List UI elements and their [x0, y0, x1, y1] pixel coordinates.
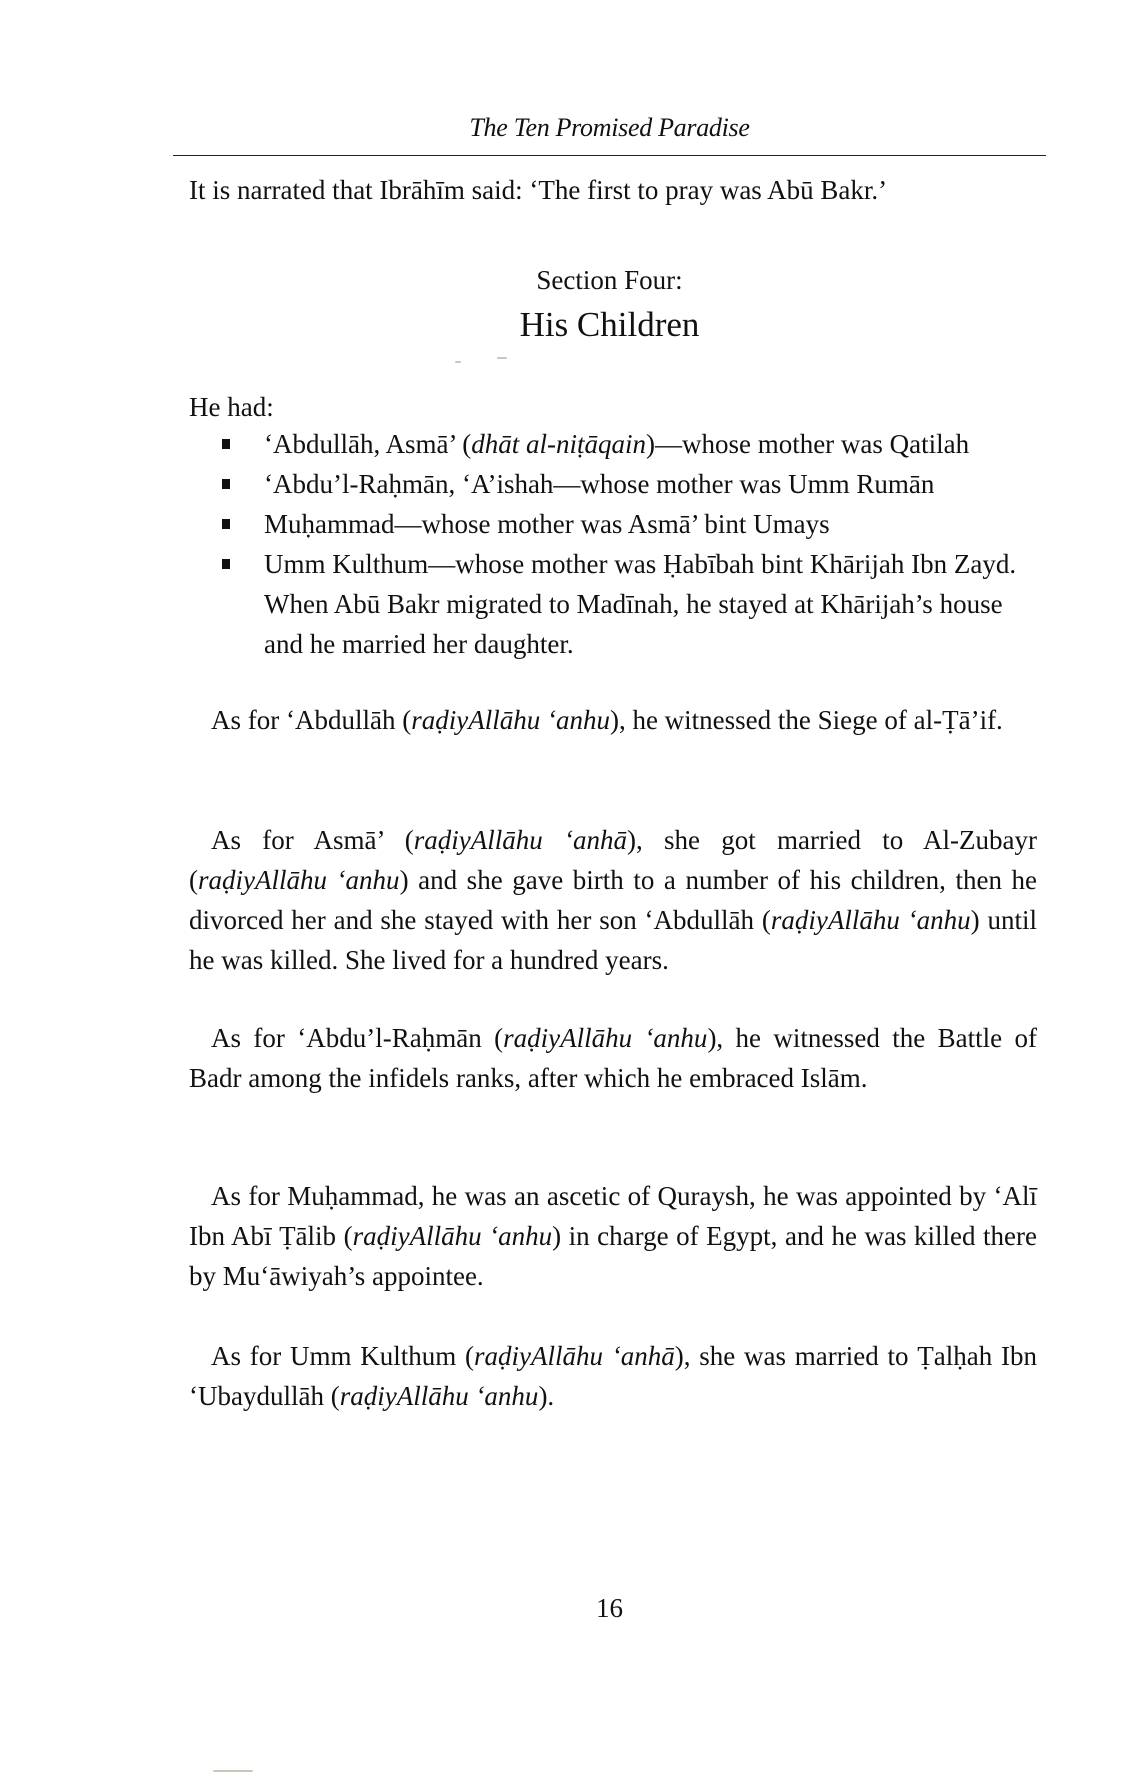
page-number: 16	[596, 1593, 623, 1623]
section-title: His Children	[519, 305, 700, 344]
list-item: ‘Abdu’l-Raḥmān, ‘A’ishah—whose mother was Umm Rumān	[220, 464, 1040, 504]
list-intro: He had:	[189, 392, 274, 422]
header-rule	[173, 155, 1046, 156]
scan-speck	[455, 361, 461, 363]
paragraph-asma: As for Asmā’ (raḍiyAllāhu ‘anhā), she got married to Al-Zubayr (raḍiyAllāhu ‘anhu) and she gave birth to a number of his children, then he divorced her and she stayed with her son ‘Abdullāh (raḍiyAllāhu ‘anhu) until he was killed. She lived for a hundred years.	[189, 825, 1038, 975]
paragraph-umm-kulthum: As for Umm Kulthum (raḍiyAllāhu ‘anhā), she was married to Ṭalḥah Ibn ‘Ubaydullāh (raḍiyAllāhu ‘anhu).	[189, 1341, 1038, 1411]
square-bullet-icon	[222, 519, 230, 529]
square-bullet-icon	[222, 559, 230, 569]
scan-speck	[213, 1770, 253, 1772]
square-bullet-icon	[222, 439, 230, 449]
list-item: Muḥammad—whose mother was Asmā’ bint Umays	[220, 504, 1040, 544]
paragraph-muhammad: As for Muḥammad, he was an ascetic of Quraysh, he was appointed by ‘Alī Ibn Abī Ṭālib (raḍiyAllāhu ‘anhu) in charge of Egypt, and he was killed there by Mu‘āwiyah’s appointee.	[189, 1181, 1037, 1291]
square-bullet-icon	[222, 479, 230, 489]
scan-speck	[497, 357, 507, 359]
section-label: Section Four:	[536, 265, 683, 295]
list-item: Umm Kulthum—whose mother was Ḥabībah bint Khārijah Ibn Zayd. When Abū Bakr migrated to Madīnah, he stayed at Khārijah’s house and he married her daughter.	[220, 544, 1040, 664]
list-item: ‘Abdullāh, Asmā’ (dhāt al-niṭāqain)—whose mother was Qatilah	[220, 424, 1040, 464]
paragraph-abdullah: As for ‘Abdullāh (raḍiyAllāhu ‘anhu), he witnessed the Siege of al-Ṭā’if.	[211, 705, 1003, 735]
running-head: The Ten Promised Paradise	[469, 113, 750, 142]
lead-sentence: It is narrated that Ibrāhīm said: ‘The first to pray was Abū Bakr.’	[189, 175, 888, 205]
paragraph-abdul-rahman: As for ‘Abdu’l-Raḥmān (raḍiyAllāhu ‘anhu), he witnessed the Battle of Badr among the infidels ranks, after which he embraced Islām.	[189, 1023, 1037, 1093]
children-list	[220, 424, 1040, 664]
